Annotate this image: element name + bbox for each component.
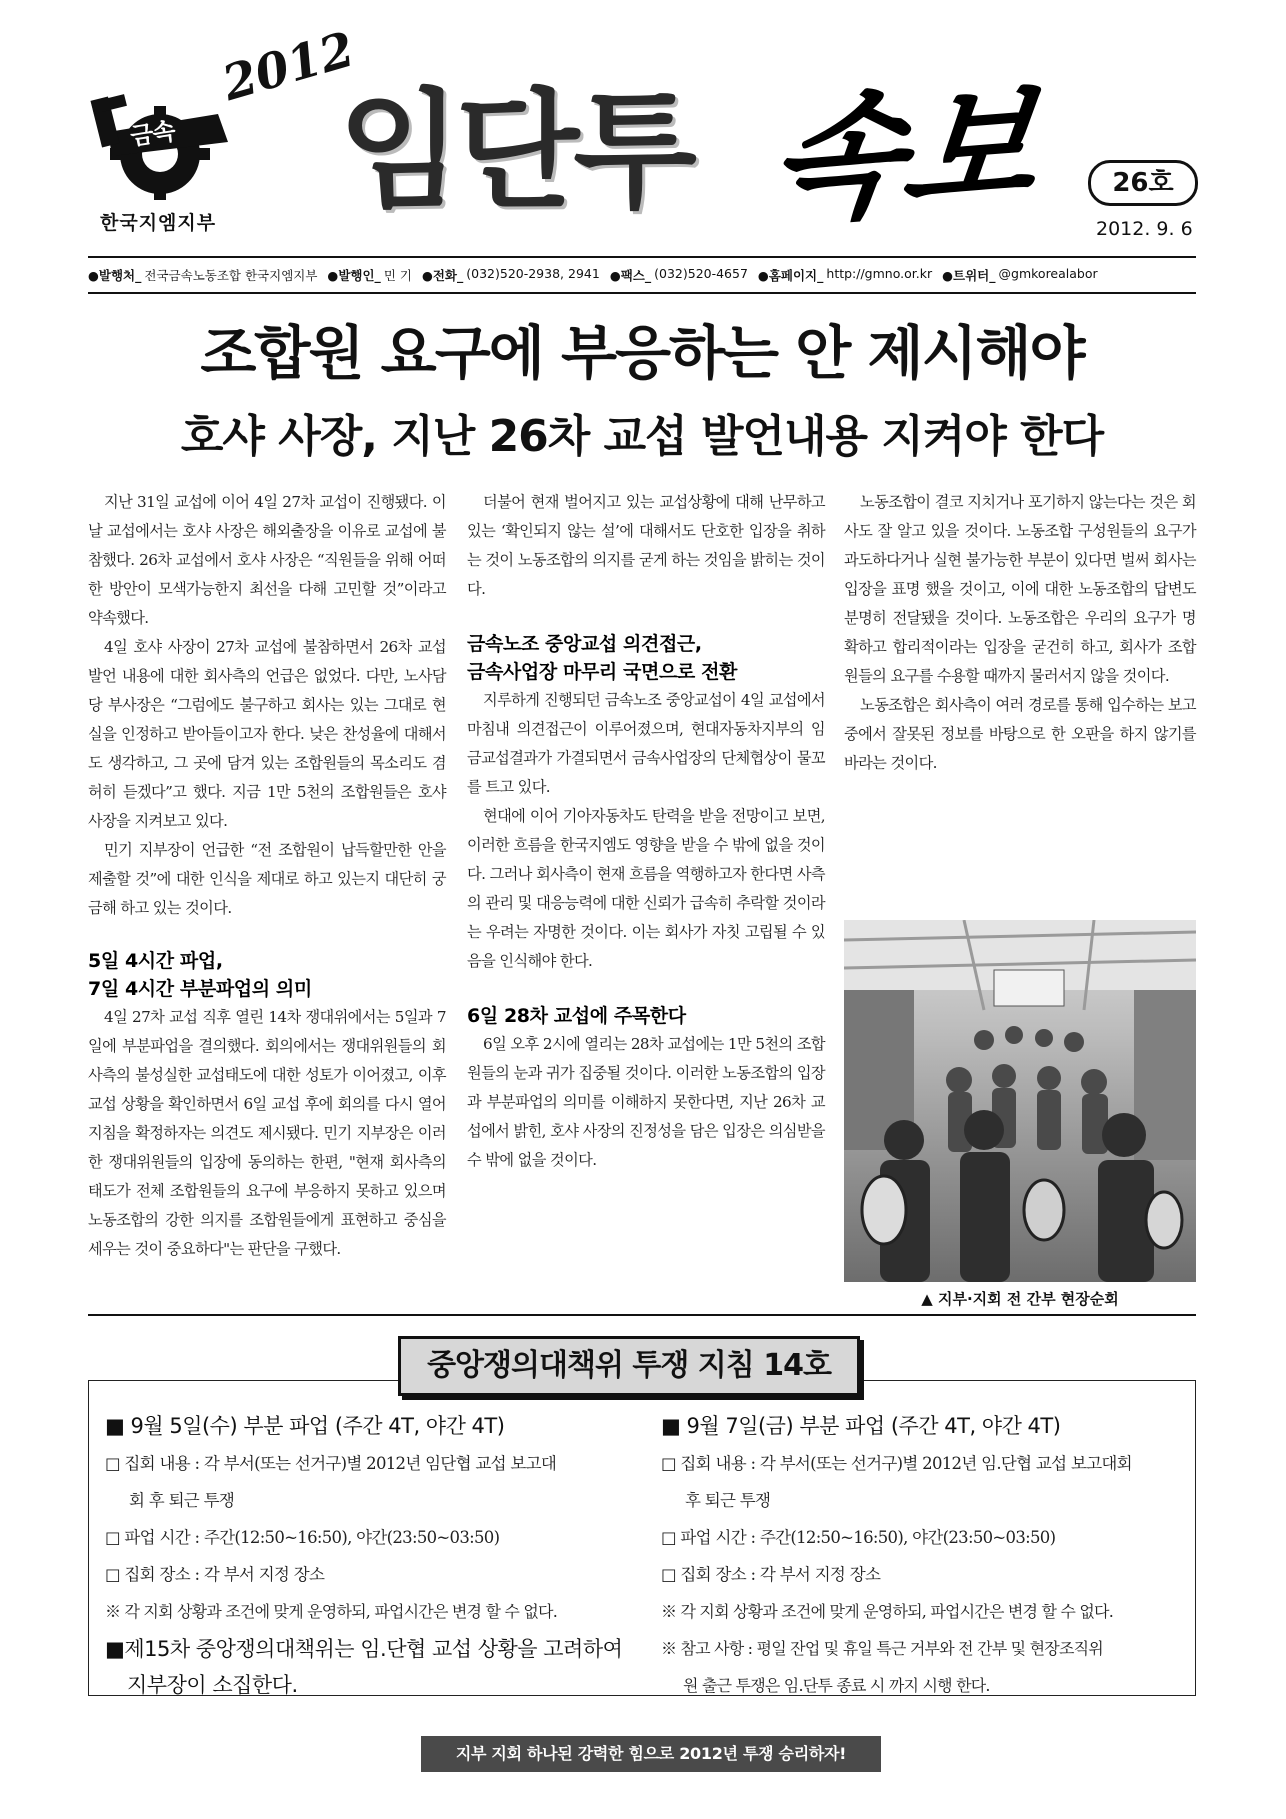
section-heading-central-bargaining: 금속노조 중앙교섭 의견접근, 금속사업장 마무리 국면으로 전환 — [467, 633, 738, 683]
issue-number-badge: 26호 — [1088, 160, 1198, 206]
homepage-item: ●홈페이지_ http://gmno.or.kr — [757, 266, 933, 283]
directive-day7 — [661, 1407, 1181, 1704]
main-headline: 조합원 요구에 부응하는 안 제시해야 — [200, 319, 1084, 387]
directive-line: □ 파업 시간 : 주간(12:50~16:50), 야간(23:50~03:50) — [661, 1528, 1056, 1547]
twitter-handle[interactable]: @gmkorealabor — [998, 266, 1098, 281]
article-paragraph: 지루하게 진행되던 금속노조 중앙교섭이 4일 교섭에서 마침내 의견접근이 이루어졌으며, 현대자동차지부의 임금교섭결과가 가결되면서 금속사업장의 단체협상이 물꼬를 트고 있다. — [467, 691, 825, 796]
directive-line: □ 집회 내용 : 각 부서(또는 선거구)별 2012년 임단협 교섭 보고대 — [105, 1454, 557, 1473]
article-column-2 — [467, 488, 825, 1175]
article-column-3 — [844, 488, 1196, 778]
article-paragraph: 현대에 이어 기아자동차도 탄력을 받을 전망이고 보면, 이러한 흐름을 한국지엠도 영향을 받을 수 밖에 없을 것이다. 그러나 회사측이 현재 흐름을 역행하고자 한다면 사측의 관리 및 대응능력에 대한 신뢰가 급속히 추락할 것이라는 우려는 자명한 것이다. 이는 회사가 자칫 고립될 수 있음을 인식해야 한다. — [467, 807, 825, 970]
footer-slogan: 지부 지회 하나된 강력한 힘으로 2012년 투쟁 승리하자! — [421, 1736, 881, 1772]
article-paragraph: 지난 31일 교섭에 이어 4일 27차 교섭이 진행됐다. 이날 교섭에서는 호샤 사장은 해외출장을 이유로 교섭에 불참했다. 26차 교섭에서 호샤 사장은 “직원들을 위해 어떠한 방안이 모색가능한지 최선을 다해 고민할 것”이라고 약속했다. — [88, 493, 446, 627]
directive-notice: 지부장이 소집한다. — [127, 1673, 298, 1697]
photo-caption: ▲ 지부·지회 전 간부 현장순회 — [921, 1290, 1119, 1308]
article-paragraph: 더불어 현재 벌어지고 있는 교섭상황에 대해 난무하고 있는 ‘확인되지 않는 설’에 대해서도 단호한 입장을 취하는 것이 노동조합의 의지를 굳게 하는 것임을 밝히는 것이다. — [467, 493, 825, 598]
article-paragraph: 노동조합은 회사측이 여러 경로를 통해 입수하는 보고 중에서 잘못된 정보를 바탕으로 한 오판을 하지 않기를 바라는 것이다. — [844, 696, 1196, 772]
directive-notice: ■제15차 중앙쟁의대책위는 임.단협 교섭 상황을 고려하여 — [105, 1637, 623, 1661]
crowd-march-image — [844, 920, 1196, 1282]
directive-note: 원 출근 투쟁은 임.단투 종료 시 까지 시행 한다. — [683, 1676, 990, 1695]
article-paragraph: 민기 지부장이 언급한 “전 조합원이 납득할만한 안을 제출할 것”에 대한 인식을 제대로 하고 있는지 대단히 궁금해 하고 있는 것이다. — [88, 841, 446, 917]
newsletter-title-sokbo: 속보 — [762, 65, 1045, 243]
logo-text: 금속 — [128, 117, 177, 151]
year-label: 2012 — [216, 21, 361, 112]
directive-line: □ 집회 내용 : 각 부서(또는 선거구)별 2012년 임.단협 교섭 보고대회 — [661, 1454, 1132, 1473]
homepage-link[interactable]: http://gmno.or.kr — [826, 266, 933, 281]
directive-line: □ 집회 장소 : 각 부서 지정 장소 — [661, 1565, 881, 1584]
twitter-item: ●트위터_ @gmkorealabor — [942, 266, 1098, 283]
newsletter-title: 임단투 — [338, 77, 691, 226]
phone-item: ●전화_ (032)520-2938, 2941 — [421, 266, 600, 283]
article-paragraph: 노동조합이 결코 지치거나 포기하지 않는다는 것은 회사도 잘 알고 있을 것이다. 노동조합 구성원들의 요구가 과도하다거나 실현 불가능한 부분이 있다면 벌써 회사는 입장을 표명 했을 것이고, 이에 대한 노동조합의 답변도 분명히 전달됐을 것이다. 노동조합은 우리의 요구가 명확하고 합리적이라는 입장을 굳건히 하고, 회사가 조합원들의 요구를 수용할 때까지 물러서지 않을 것이다. — [844, 493, 1196, 685]
directive-title: 중앙쟁의대책위 투쟁 지침 14호 — [398, 1336, 860, 1396]
directive-day5 — [105, 1407, 625, 1702]
section-heading-28th-bargaining: 6일 28차 교섭에 주목한다 — [467, 1005, 686, 1027]
directive-note: ※ 각 지회 상황과 조건에 맞게 운영하되, 파업시간은 변경 할 수 없다. — [105, 1602, 557, 1621]
directive-heading: ■ 9월 7일(금) 부분 파업 (주간 4T, 야간 4T) — [661, 1414, 1061, 1438]
directive-line: 후 퇴근 투쟁 — [685, 1491, 771, 1510]
directive-box — [88, 1380, 1196, 1696]
directive-line: 회 후 퇴근 투쟁 — [129, 1491, 235, 1510]
union-logo — [88, 92, 238, 202]
article-column-1 — [88, 488, 446, 1264]
section-heading-strike: 5일 4시간 파업, 7일 4시간 부분파업의 의미 — [88, 950, 312, 1000]
article-paragraph: 4일 27차 교섭 직후 열린 14차 쟁대위에서는 5일과 7일에 부분파업을 결의했다. 회의에서는 쟁대위원들의 회사측의 불성실한 교섭태도에 대한 성토가 이어졌고, 이후 교섭 상황을 확인하면서 6일 교섭 후에 회의를 다시 열어 지침을 확정하자는 의견도 제시됐다. 민기 지부장은 이러한 쟁대위원들의 입장에 동의하는 한편, "현재 회사측의 태도가 전체 조합원들의 요구에 부응하지 못하고 있으며 노동조합의 강한 의지를 조합원들에게 표현하고 중심을 세우는 것이 중요하다"는 판단을 구했다. — [88, 1008, 446, 1258]
article-paragraph: 4일 호샤 사장이 27차 교섭에 불참하면서 26차 교섭발언 내용에 대한 회사측의 언급은 없었다. 다만, 노사담당 부사장은 “그럼에도 불구하고 회사는 있는 그대로 현실을 인정하고 받아들이고자 한다. 낮은 찬성율에 대해서도 생각하고, 그 곳에 담겨 있는 조합원들의 목소리도 겸허히 듣겠다”고 했다. 지금 1만 5천의 조합원들은 호샤 사장을 지켜보고 있다. — [88, 638, 446, 830]
section-divider — [88, 1314, 1196, 1316]
masthead — [0, 0, 1286, 250]
directive-note: ※ 참고 사항 : 평일 잔업 및 휴일 특근 거부와 전 간부 및 현장조직위 — [661, 1639, 1103, 1658]
directive-heading: ■ 9월 5일(수) 부분 파업 (주간 4T, 야간 4T) — [105, 1414, 505, 1438]
publisher-item: ●발행처_ 전국금속노동조합 한국지엠지부 — [88, 268, 318, 283]
directive-note: ※ 각 지회 상황과 조건에 맞게 운영하되, 파업시간은 변경 할 수 없다. — [661, 1602, 1113, 1621]
issue-date: 2012. 9. 6 — [1096, 218, 1193, 240]
fax-item: ●팩스_ (032)520-4657 — [609, 266, 748, 283]
publisher-info-bar — [88, 256, 1196, 294]
directive-line: □ 파업 시간 : 주간(12:50~16:50), 야간(23:50~03:50) — [105, 1528, 500, 1547]
rally-photo — [844, 920, 1196, 1282]
sub-headline: 호샤 사장, 지난 26차 교섭 발언내용 지켜야 한다 — [180, 411, 1104, 462]
directive-line: □ 집회 장소 : 각 부서 지정 장소 — [105, 1565, 325, 1584]
issuer-item: ●발행인_ 민 기 — [327, 268, 412, 283]
article-paragraph: 6일 오후 2시에 열리는 28차 교섭에는 1만 5천의 조합원들의 눈과 귀가 집중될 것이다. 이러한 노동조합의 입장과 부분파업의 의미를 이해하지 못한다면, 지난 26차 교섭에서 밝힌, 호샤 사장의 진정성을 담은 입장은 의심받을 수 밖에 없을 것이다. — [467, 1035, 825, 1169]
org-name: 한국지엠지부 — [100, 212, 217, 234]
